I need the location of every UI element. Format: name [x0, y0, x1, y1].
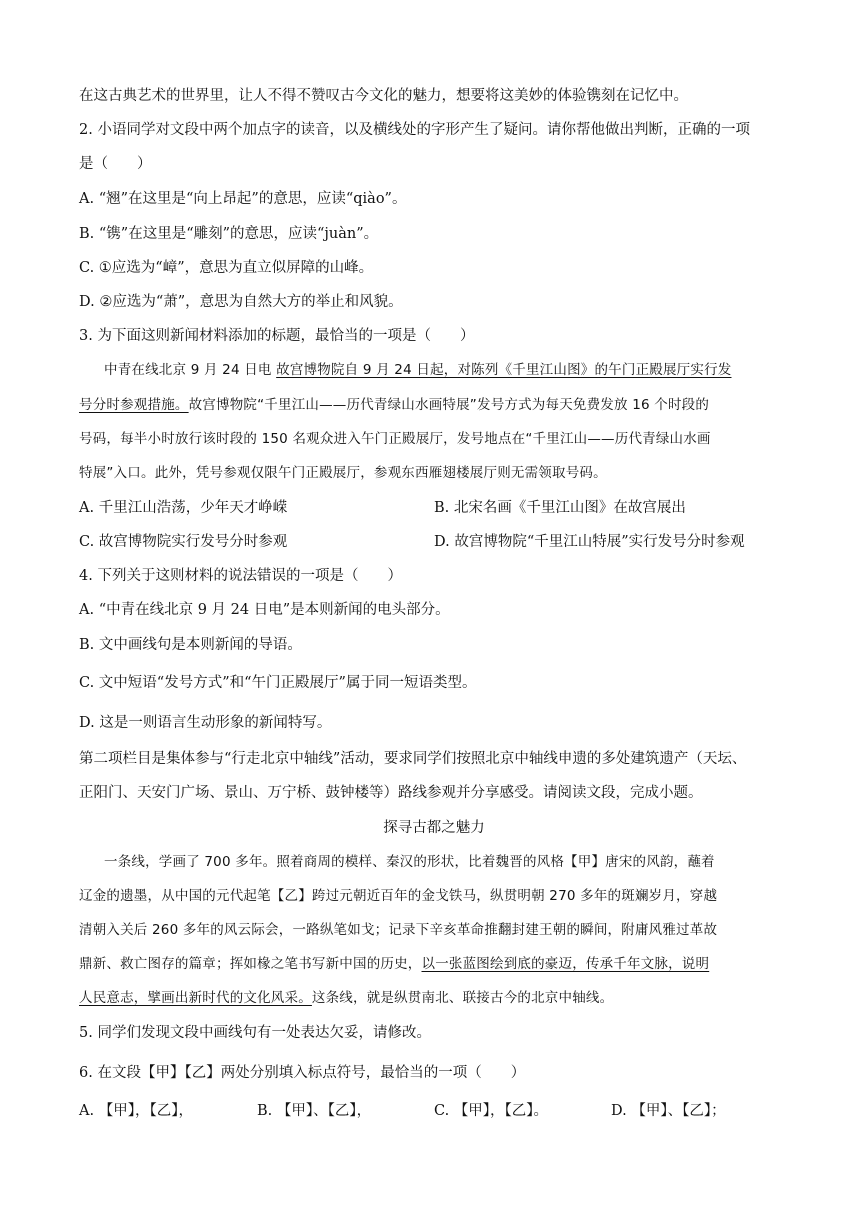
passage-line-2: 辽金的遗墨，从中国的元代起笔【乙】跨过元朝近百年的金戈铁马，纵贯明朝 270 多年的斑斓岁月，穿越 [79, 888, 718, 904]
passage-line-4 [79, 954, 709, 974]
news-line-4: 特展”入口。此外，凭号参观仅限午门正殿展厅，参观东西雁翅楼展厅则无需领取号码。 [79, 465, 607, 481]
passage-line-3: 清朝入关后 260 多年的风云际会，一路纵笔如戈；记录下辛亥革命推翻封建王朝的瞬间，附庸风雅过革故 [79, 922, 718, 938]
news-dateline: 中青在线北京 9 月 24 日电 [104, 362, 272, 378]
passage-line-5 [79, 988, 613, 1008]
q2-stem-line2: 是（ ） [79, 156, 152, 172]
news-line-3: 号码，每半小时放行该时段的 150 名观众进入午门正殿展厅，发号地点在“千里江山——历代青绿山水画 [79, 431, 711, 447]
q3-option-d: D. 故宫博物院“千里江山特展”实行发号分时参观 [434, 534, 745, 550]
q3-stem: 3. 为下面这则新闻材料添加的标题，最恰当的一项是（ ） [79, 328, 475, 344]
q4-stem: 4. 下列关于这则材料的说法错误的一项是（ ） [79, 568, 402, 584]
q2-option-a: A. “翘”在这里是“向上昂起”的意思，应读“qiào”。 [79, 191, 407, 207]
q2-stem-line1: 2. 小语同学对文段中两个加点字的读音，以及横线处的字形产生了疑问。请你帮他做出判断，正确的一项 [79, 122, 750, 138]
news-underlined-lead-2: 号分时参观措施。 [79, 397, 189, 413]
q3-options-row-1 [79, 498, 839, 518]
q2-option-d: D. ②应选为“萧”，意思为自然大方的举止和风貌。 [79, 294, 403, 310]
intro-line: 在这古典艺术的世界里，让人不得不赞叹古今文化的魅力，想要将这美妙的体验镌刻在记忆中。 [79, 88, 688, 104]
q3-options-row-2 [79, 532, 839, 552]
q2-option-c: C. ①应选为“嶂”，意思为直立似屏障的山峰。 [79, 260, 374, 276]
q6-option-c: C. 【甲】，【乙】。 [434, 1103, 549, 1119]
q5-stem: 5. 同学们发现文段中画线句有一处表达欠妥，请修改。 [79, 1025, 431, 1041]
section2-intro-line1: 第二项栏目是集体参与“行走北京中轴线”活动，要求同学们按照北京中轴线申遗的多处建筑遗产（天坛、 [79, 751, 747, 767]
passage-underlined-1: 以一张蓝图绘到底的豪迈，传承千年文脉，说明 [421, 956, 710, 972]
passage-line-4-text: 鼎新、救亡图存的篇章；挥如椽之笔书写新中国的历史， [79, 956, 422, 972]
q3-option-b: B. 北宋名画《千里江山图》在故宫展出 [434, 500, 686, 516]
passage-underlined-2: 人民意志，擘画出新时代的文化风采。 [79, 990, 312, 1006]
q4-option-a: A. “中青在线北京 9 月 24 日电”是本则新闻的电头部分。 [79, 602, 450, 618]
passage-line-1: 一条线，学画了 700 多年。照着商周的模样、秦汉的形状，比着魏晋的风格【甲】唐宋的风韵，蘸着 [104, 854, 715, 870]
q3-option-c: C. 故宫博物院实行发号分时参观 [79, 534, 288, 550]
q4-option-c: C. 文中短语“发号方式”和“午门正殿展厅”属于同一短语类型。 [79, 675, 477, 691]
passage-title: 探寻古都之魅力 [383, 820, 485, 836]
q6-option-d: D. 【甲】、【乙】； [611, 1103, 726, 1119]
q2-option-b: B. “镌”在这里是“雕刻”的意思，应读“juàn”。 [79, 226, 379, 242]
news-body-2: 故宫博物院“千里江山——历代青绿山水画特展”发号方式为每天免费发放 16 个时段的 [188, 397, 710, 413]
q4-option-b: B. 文中画线句是本则新闻的导语。 [79, 637, 302, 653]
q6-option-a: A. 【甲】，【乙】， [79, 1103, 193, 1119]
news-underlined-lead-1: 故宫博物院自 9 月 24 日起，对陈列《千里江山图》的午门正殿展厅实行发 [276, 362, 732, 378]
news-line-1 [104, 360, 731, 380]
q3-option-a: A. 千里江山浩荡，少年天才峥嵘 [79, 500, 288, 516]
passage-line-5-text: 这条线，就是纵贯南北、联接古今的北京中轴线。 [311, 990, 614, 1006]
section2-intro-line2: 正阳门、天安门广场、景山、万宁桥、鼓钟楼等）路线参观并分享感受。请阅读文段，完成小题。 [79, 785, 703, 801]
q6-stem: 6. 在文段【甲】【乙】两处分别填入标点符号，最恰当的一项（ ） [79, 1065, 526, 1081]
q4-option-d: D. 这是一则语言生动形象的新闻特写。 [79, 715, 332, 731]
news-line-2 [79, 395, 709, 415]
q6-option-b: B. 【甲】、【乙】， [257, 1103, 372, 1119]
